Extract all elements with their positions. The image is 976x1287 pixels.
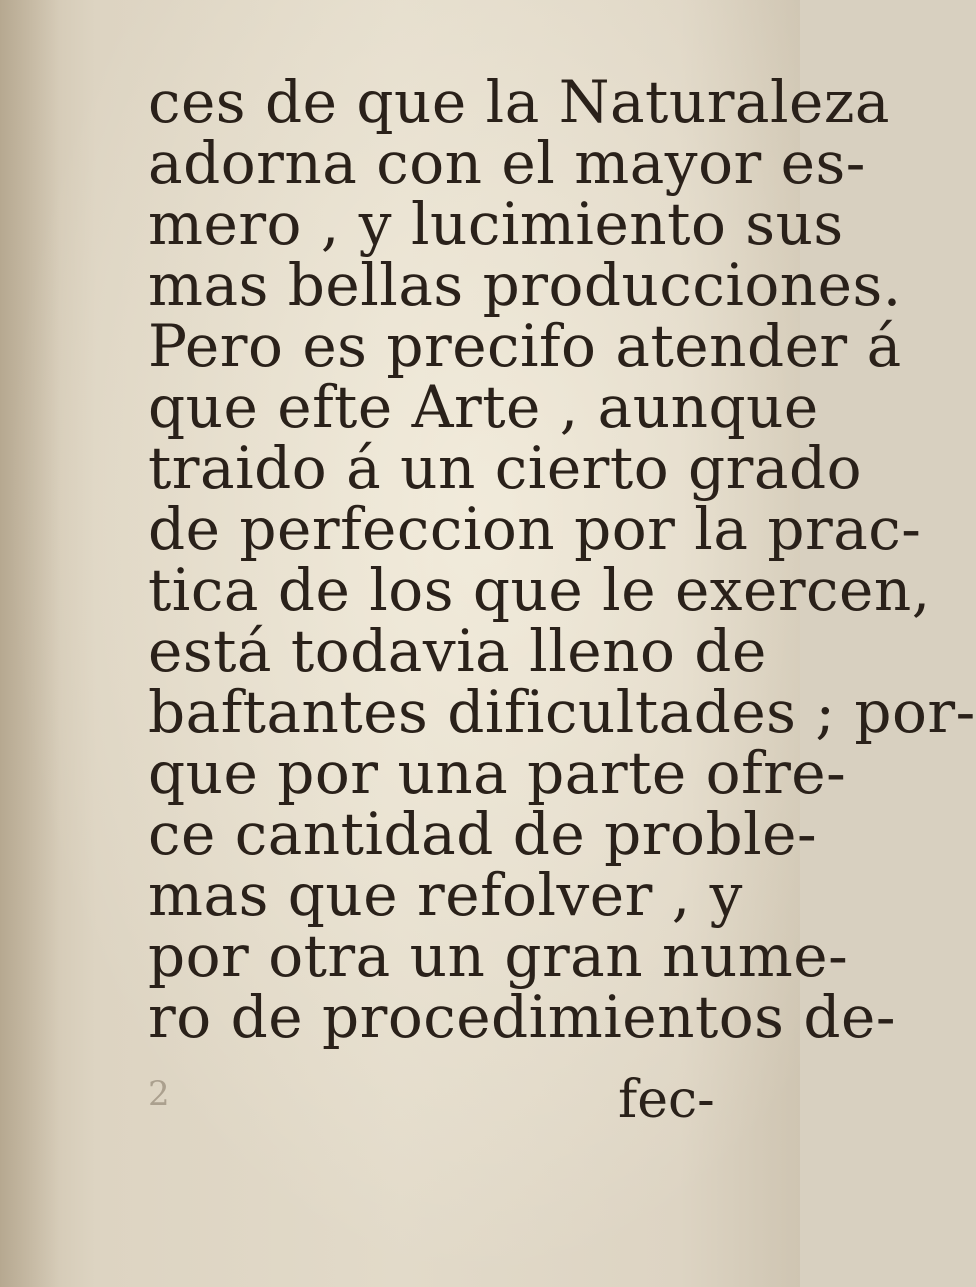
text-line: ce cantidad de proble- [148,800,818,868]
body-text [148,68,976,1051]
page-footer [148,1068,788,1132]
text-line: traido á un cierto grado [148,434,863,502]
text-line: tica de los que le exercen, [148,556,931,624]
text-line: ces de que la Naturaleza [148,68,891,136]
text-line: baftantes dificultades ; por- [148,678,976,746]
text-line: Pero es precifo atender á [148,312,902,380]
text-line: que por una parte ofre- [148,739,847,807]
text-line: mas bellas producciones. [148,251,902,319]
signature-mark: 2 [148,1074,170,1114]
catchword: fec- [618,1070,715,1130]
text-line: por otra un gran nume- [148,922,849,990]
text-line: ro de procedimientos de- [148,983,896,1051]
text-line: está todavia lleno de [148,617,767,685]
text-line: que efte Arte , aunque [148,373,819,441]
text-line: mero , y lucimiento sus [148,190,844,258]
text-line: de perfeccion por la prac- [148,495,922,563]
text-line: adorna con el mayor es- [148,129,866,197]
text-line: mas que refolver , y [148,861,743,929]
